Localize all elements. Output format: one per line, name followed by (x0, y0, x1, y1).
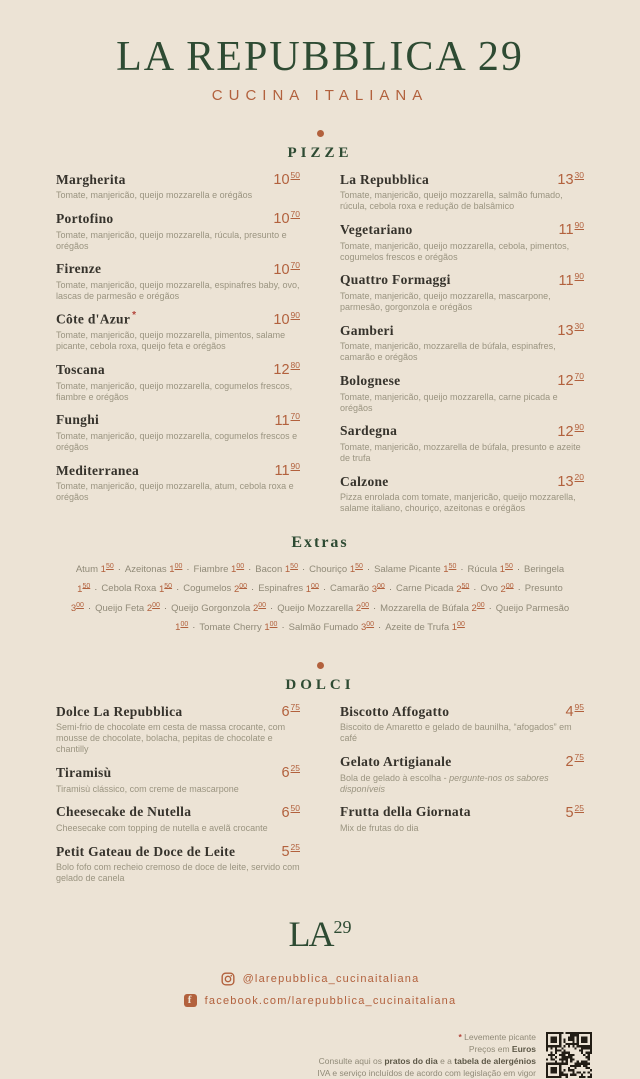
menu-item (340, 220, 584, 262)
menu-item-head (340, 170, 584, 188)
menu-item-head (56, 170, 300, 188)
extras-separator: · (473, 583, 477, 595)
extras-separator: · (94, 583, 98, 595)
restaurant-subtitle: CUCINA ITALIANA (211, 87, 429, 104)
menu-item-description: Tomate, manjericão, queijo mozzarella e orégãos (56, 190, 253, 201)
menu-item-price: $10^{90}$ (273, 309, 300, 328)
extra-item: Mozzarella de Búfala $2^{00}$ (380, 601, 485, 614)
menu-item-head (340, 422, 584, 440)
menu-item-price: $11^{70}$ (274, 410, 300, 429)
menu-item-head (340, 371, 584, 389)
menu-item-head (56, 310, 300, 328)
extra-item: Queijo Mozzarella $2^{00}$ (277, 601, 369, 614)
facebook-icon: f (184, 994, 197, 1007)
pizze-grid (56, 170, 584, 522)
extras-separator: · (87, 602, 92, 614)
menu-item-price: $10^{70}$ (273, 259, 300, 278)
menu-item (56, 763, 300, 794)
menu-item-description: Bolo fofo com recheio cremoso de doce de leite, servido com gelado de canela (56, 862, 300, 884)
extras-separator: · (366, 564, 371, 576)
menu-item-head (56, 842, 300, 860)
dolci-column-left (56, 702, 300, 892)
extras-separator: · (176, 583, 180, 595)
instagram-row (0, 972, 640, 986)
extras-separator: · (372, 602, 377, 614)
instagram-handle: @larepubblica_cucinaitaliana (242, 973, 420, 986)
menu-item-price: $6^{75}$ (281, 701, 300, 720)
menu-item (340, 170, 584, 212)
menu-item-description: Tomate, manjericão, queijo mozzarella, salmão fumado, rúcula, cebola roxa e redução de balsâmico (340, 190, 563, 212)
section-dot-icon (317, 130, 324, 137)
extra-item: Queijo Feta $2^{00}$ (95, 601, 160, 614)
menu-item-name: Quattro Formaggi (340, 272, 451, 288)
menu-item-head (56, 461, 300, 479)
menu-item-description: Mix de frutas do dia (340, 822, 419, 833)
extras-list (50, 559, 590, 636)
menu-item-description: Bola de gelado à escolha - pergunte-nos os sabores disponíveis (340, 772, 549, 794)
menu-item-head (56, 803, 300, 821)
menu-item-price: $12^{90}$ (557, 421, 584, 440)
menu-item-price: $13^{30}$ (557, 170, 584, 188)
extras-separator: · (322, 583, 327, 595)
menu-item-description: Tomate, manjericão, queijo mozzarella, atum, cebola roxa e orégãos (56, 481, 294, 503)
menu-item-head (56, 260, 300, 278)
dolci-column-right (340, 702, 584, 892)
menu-item (56, 461, 300, 503)
extra-item: Salmão Fumado $3^{00}$ (288, 620, 375, 633)
menu-item-name: Gamberi (340, 322, 394, 338)
menu-item-name: Mediterranea (56, 462, 140, 478)
menu-item-description: Tomate, manjericão, queijo mozzarella, espinafres baby, ovo, lascas de parmesão e orégãos (56, 279, 300, 301)
extra-item: Cebola Roxa $1^{50}$ (101, 582, 173, 595)
extras-section (0, 534, 640, 636)
extra-item: Azeitonas $1^{00}$ (124, 563, 183, 576)
menu-item (56, 842, 300, 884)
menu-item-price: $11^{90}$ (558, 220, 584, 239)
extras-separator: · (460, 564, 464, 576)
menu-item-name: Dolce La Repubblica (56, 703, 183, 719)
extra-item: Salame Picante $1^{50}$ (374, 563, 457, 576)
extra-item: Azeite de Trufa $1^{00}$ (385, 620, 465, 633)
extra-item: Tomate Cherry $1^{00}$ (199, 620, 278, 633)
extra-item: Bacon $1^{50}$ (255, 563, 298, 576)
menu-item-price: $4^{95}$ (565, 701, 584, 720)
menu-item-price: $10^{50}$ (273, 170, 300, 188)
spicy-asterisk: * (132, 310, 137, 322)
menu-item-head (340, 271, 584, 289)
menu-item-name: Frutta della Giornata (340, 804, 471, 820)
menu-item (340, 422, 584, 464)
extras-separator: · (388, 583, 392, 595)
menu-item-name: Gelato Artigianale (340, 754, 452, 770)
extras-separator: · (301, 564, 306, 576)
menu-item-price: $12^{70}$ (557, 371, 584, 390)
menu-item-description: Tomate, manjericão, mozzarella de búfala, presunto e azeite de trufa (340, 441, 581, 463)
extra-item: Queijo Gorgonzola $2^{00}$ (171, 601, 267, 614)
extra-item: Carne Picada $2^{50}$ (396, 582, 470, 595)
extras-separator: · (516, 564, 521, 576)
extras-section-title: Extras (291, 534, 349, 552)
extras-separator: · (281, 621, 285, 633)
footer-note-line: Consulte aqui os pratos do dia e a tabela de alergénios (318, 1056, 536, 1067)
extras-separator: · (192, 621, 196, 633)
menu-item-name: Portofino (56, 211, 114, 227)
menu-item-name: Funghi (56, 412, 100, 428)
menu-item-price: $11^{90}$ (274, 460, 300, 479)
menu-item (56, 260, 300, 302)
instagram-icon (221, 972, 235, 986)
menu-item-name: Vegetariano (340, 222, 413, 238)
pizze-column-left (56, 170, 300, 522)
menu-item (340, 271, 584, 313)
menu-item (340, 472, 584, 514)
header (0, 0, 640, 104)
footer-note-line: * Levemente picante (458, 1032, 536, 1043)
menu-item-description: Biscoito de Amaretto e gelado de baunilha, “afogados” em café (340, 722, 572, 744)
menu-item-name: La Repubblica (340, 171, 430, 187)
menu-item-head (340, 752, 584, 770)
menu-item-price: $5^{25}$ (281, 841, 300, 860)
menu-item-name: Calzone (340, 473, 389, 489)
social-links (0, 972, 640, 1007)
extra-item: Chouriço $1^{50}$ (309, 563, 363, 576)
extras-separator: · (378, 621, 382, 633)
menu-item-name: Margherita (56, 171, 126, 187)
menu-item-head (56, 209, 300, 227)
menu-item (340, 702, 584, 744)
extra-item: Fiambre $1^{00}$ (193, 563, 245, 576)
menu-item-name: Sardegna (340, 423, 398, 439)
menu-item-description: Tomate, manjericão, queijo mozzarella, carne picada e orégãos (340, 391, 558, 413)
extra-item: Atum $1^{50}$ (75, 563, 114, 576)
menu-item-description: Tomate, manjericão, queijo mozzarella, cebola, pimentos, cogumelos frescos e orégãos (340, 240, 570, 262)
extra-item: Camarão $3^{00}$ (330, 582, 385, 595)
menu-item (56, 170, 300, 201)
menu-item-price: $11^{90}$ (558, 270, 584, 289)
menu-item (56, 209, 300, 251)
menu-item-price: $10^{70}$ (273, 209, 300, 228)
menu-item-name: Bolognese (340, 373, 401, 389)
menu-item-price: $13^{20}$ (557, 471, 584, 490)
footer-note-line: IVA e serviço incluídos de acordo com legislação em vigor (317, 1068, 536, 1079)
menu-item-head (340, 472, 584, 490)
menu-item (340, 803, 584, 834)
extras-separator: · (248, 564, 252, 576)
menu-item-name: Firenze (56, 261, 102, 277)
menu-item-description: Pizza enrolada com tomate, manjericão, queijo mozzarella, salame italiano, chouriço, azeitonas e orégãos (340, 492, 576, 514)
extras-separator: · (251, 583, 255, 595)
menu-item-description: Tomate, manjericão, mozzarella de búfala, espinafres, camarão e orégãos (340, 341, 556, 363)
menu-item-description: Tiramisù clássico, com creme de mascarpone (56, 783, 239, 794)
extra-item: Espinafres $1^{00}$ (258, 582, 319, 595)
menu-item-name: Cheesecake de Nutella (56, 804, 192, 820)
menu-item-description: Tomate, manjericão, queijo mozzarella, pimentos, salame picante, cebola roxa, queijo feta e orégãos (56, 330, 286, 352)
menu-item-head (56, 763, 300, 781)
menu-item (56, 702, 300, 755)
extra-item: Cogumelos $2^{00}$ (183, 582, 248, 595)
facebook-row (0, 994, 640, 1007)
extra-item: Rúcula $1^{50}$ (467, 563, 513, 576)
menu-item-name: Biscotto Affogatto (340, 703, 450, 719)
menu-item-price: $12^{80}$ (273, 360, 300, 379)
menu-item-head (340, 321, 584, 339)
logo-main: LA (288, 914, 333, 955)
extras-separator: · (117, 564, 121, 576)
extra-item: Ovo $2^{00}$ (480, 582, 514, 595)
menu-item (56, 360, 300, 402)
menu-item-description: Tomate, manjericão, queijo mozzarella, cogumelos frescos, fiambre e orégãos (56, 380, 293, 402)
extra-item: Queijo Parmesão $1^{00}$ (175, 602, 570, 633)
menu-item-name: Toscana (56, 362, 105, 378)
menu-item-price: $6^{50}$ (281, 802, 300, 821)
menu-item-head (56, 411, 300, 429)
menu-item (340, 371, 584, 413)
menu-item-description: Cheesecake com topping de nutella e avelã crocante (56, 822, 268, 833)
dolci-section-head (0, 656, 640, 694)
restaurant-title: LA REPUBBLICA 29 (116, 34, 524, 80)
extras-separator: · (186, 564, 190, 576)
extras-separator: · (517, 583, 521, 595)
qr-code (546, 1032, 592, 1078)
menu-item-head (56, 360, 300, 378)
logo-mark (0, 914, 640, 955)
facebook-handle: facebook.com/larepubblica_cucinaitaliana (204, 994, 457, 1007)
extras-separator: · (488, 602, 492, 614)
menu-item-price: $2^{75}$ (565, 752, 584, 771)
menu-item (56, 803, 300, 834)
menu-item-head (340, 220, 584, 238)
menu-item-head (56, 702, 300, 720)
footer-notes (317, 1031, 536, 1079)
extras-separator: · (163, 602, 168, 614)
footer (0, 1007, 640, 1079)
menu-item (340, 321, 584, 363)
footer-note-line: Preços em Euros (468, 1044, 536, 1055)
menu-item-name: Tiramisù (56, 765, 112, 781)
extra-item: Beringela $1^{50}$ (77, 564, 565, 595)
extra-item: Presunto $3^{00}$ (70, 583, 563, 614)
logo-sup: 29 (333, 917, 352, 938)
extras-separator: · (270, 602, 274, 614)
menu-item-description: Semi-frio de chocolate em cesta de massa crocante, com mousse de chocolate, bolacha, pepitas de chocolate e chantilly (56, 722, 286, 755)
menu-item (56, 310, 300, 352)
menu-item-description: Tomate, manjericão, queijo mozzarella, rúcula, presunto e orégãos (56, 229, 287, 251)
menu-item-name: Petit Gateau de Doce de Leite (56, 843, 236, 859)
section-dot-icon (317, 662, 324, 669)
dolci-grid (56, 702, 584, 892)
menu-item (56, 411, 300, 453)
dolci-section-title: DOLCI (285, 676, 355, 693)
menu-item-price: $13^{30}$ (557, 320, 584, 339)
menu-item (340, 752, 584, 794)
pizze-column-right (340, 170, 584, 522)
menu-item-description: Tomate, manjericão, queijo mozzarella, cogumelos frescos e orégãos (56, 430, 298, 452)
menu-item-description: Tomate, manjericão, queijo mozzarella, mascarpone, parmesão, gorgonzola e orégãos (340, 290, 551, 312)
menu-item-price: $5^{25}$ (565, 802, 584, 821)
pizze-section-title: PIZZE (287, 145, 353, 161)
pizze-section-head (0, 124, 640, 162)
menu-item-head (340, 803, 584, 821)
menu-item-name: Côte d'Azur * (56, 310, 137, 327)
menu-item-price: $6^{25}$ (281, 763, 300, 782)
menu-item-head (340, 702, 584, 720)
